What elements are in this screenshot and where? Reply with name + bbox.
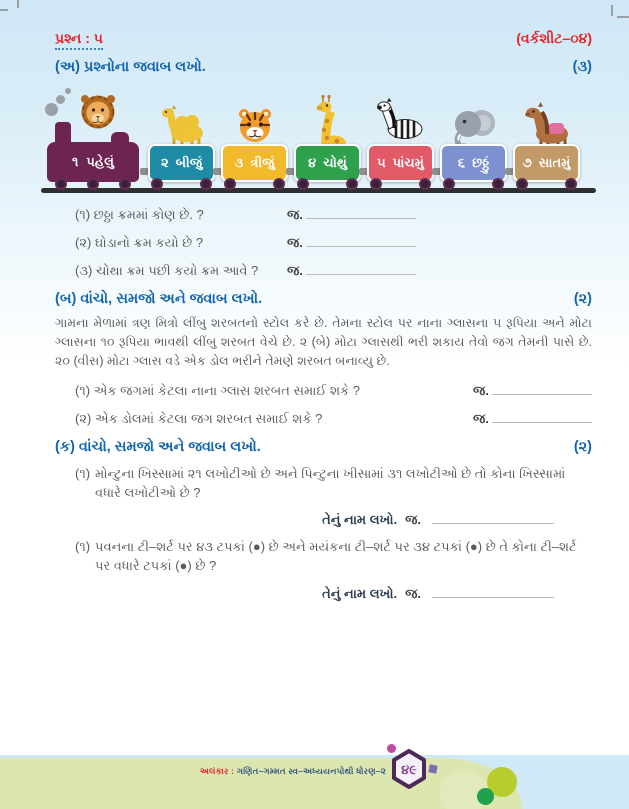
footer-label-main: ગણિત–ગમ્મત સ્વ–અધ્યયનપોથી ધોરણ–૨ <box>236 766 386 776</box>
camel-icon <box>156 100 208 150</box>
answer-label: જ. <box>405 512 421 528</box>
wheel-icon <box>224 178 236 190</box>
wheel-icon <box>273 178 285 190</box>
answer-prefix: તેનું નામ લખો. <box>322 586 398 602</box>
train-car-6 <box>437 90 510 190</box>
car-wheels <box>297 178 358 190</box>
question-a3 <box>55 263 592 279</box>
section-b-marks: (૨) <box>573 291 592 307</box>
answer-label: જ. <box>473 382 489 398</box>
train-car-3 <box>218 90 291 190</box>
smoke-puff-icon <box>56 95 65 104</box>
horse-icon <box>523 100 571 150</box>
car-5-body <box>367 144 434 182</box>
wheel-icon <box>516 178 528 190</box>
answer-prefix: તેનું નામ લખો. <box>322 512 398 528</box>
question-a1-text: છઠ્ઠા ક્રમમાં કોણ છે. ? <box>93 207 204 222</box>
engine-chimney <box>55 122 71 144</box>
car-wheels <box>516 178 577 190</box>
section-a-title: (અ) પ્રશ્નોના જવાબ લખો. <box>55 59 206 75</box>
crop-mark <box>617 16 629 18</box>
question-b2 <box>55 411 592 427</box>
crop-mark <box>611 5 613 16</box>
wheel-icon <box>151 178 163 190</box>
section-b-header <box>55 291 592 307</box>
car-2-number: ૨ <box>160 155 169 170</box>
car-wheels <box>370 178 431 190</box>
wheel-icon <box>419 178 431 190</box>
question-k2-number: (૧) <box>75 539 91 555</box>
engine-body <box>47 142 139 182</box>
car-4-label: ચોથું <box>323 155 347 170</box>
question-a2-text: ઘોડાનો ક્રમ કયો છે ? <box>94 235 204 250</box>
tiger-icon <box>232 102 278 150</box>
answer-line[interactable] <box>306 235 416 247</box>
train-car-2 <box>145 90 218 190</box>
section-k-title: (ક) વાંચો, સમજો અને જવાબ લખો. <box>55 438 261 455</box>
question-k1-number: (૧) <box>75 465 91 481</box>
car-7-label: સાતમું <box>538 155 571 170</box>
question-b2-number: (૨) <box>75 410 92 426</box>
question-a1-number: (૧) <box>75 207 91 222</box>
car-4-number: ૪ <box>308 155 317 170</box>
car-7-number: ૭ <box>522 155 532 170</box>
wheel-icon <box>565 178 577 190</box>
answer-line[interactable] <box>306 263 416 275</box>
train-car-4 <box>291 90 364 190</box>
engine-number: ૧ <box>72 154 79 169</box>
car-wheels <box>443 178 504 190</box>
train-car-5 <box>364 90 437 190</box>
answer-label: જ. <box>287 207 303 222</box>
wheel-icon <box>200 178 212 190</box>
car-wheels <box>224 178 285 190</box>
wheel-icon <box>87 178 99 190</box>
footer-circle-green <box>477 788 494 805</box>
question-k2-text: પવનના ટી–શર્ટ પર ૪૩ ટપકાં (●) છે અને મયંકના ટી–શર્ટ પર ૩૪ ટપકાં (●) છે તે કોના ટી–શર્ટ પર વધારે ટપકાં (●) છે ? <box>95 539 577 574</box>
question-a2-number: (૨) <box>75 235 92 250</box>
question-a1 <box>55 207 592 223</box>
car-wheels <box>151 178 212 190</box>
car-2-body <box>148 144 215 182</box>
answer-line[interactable] <box>432 512 554 524</box>
answer-label: જ. <box>287 263 303 278</box>
question-k1-answer-row <box>55 512 554 528</box>
crop-mark <box>0 9 8 11</box>
wheel-icon <box>297 178 309 190</box>
engine-wheels <box>55 178 131 190</box>
car-3-body <box>221 144 288 182</box>
question-b1-text: એક જગમાં કેટલા નાના ગ્લાસ શરબત સમાઈ શકે ? <box>93 382 361 398</box>
answer-line[interactable] <box>492 411 592 423</box>
answer-label: જ. <box>287 235 303 250</box>
train-illustration <box>55 77 592 195</box>
question-a3-text: ચોથા ક્રમ પછી કયો ક્રમ આવે ? <box>95 263 259 278</box>
zebra-icon <box>374 98 428 150</box>
car-6-body <box>440 144 507 182</box>
answer-line[interactable] <box>432 586 554 598</box>
train-car-7 <box>510 90 583 190</box>
car-3-label: ત્રીજું <box>250 155 275 170</box>
question-number-label: પ્રશ્ન : ૫ <box>55 30 103 50</box>
car-2-label: બીજું <box>175 155 203 170</box>
section-a-marks: (૩) <box>572 59 592 75</box>
car-6-number: ૬ <box>457 155 466 170</box>
section-b-title: (બ) વાંચો, સમજો અને જવાબ લખો. <box>55 291 263 307</box>
wheel-icon <box>443 178 455 190</box>
wheel-icon <box>55 178 67 190</box>
answer-label: જ. <box>405 586 421 602</box>
wheel-icon <box>119 178 131 190</box>
section-k-marks: (૨) <box>573 438 592 455</box>
car-5-label: પાંચમું <box>392 155 424 170</box>
wheel-icon <box>346 178 358 190</box>
footer-label-red: અલંકાર : <box>199 766 235 776</box>
car-7-body <box>513 144 580 182</box>
content-column <box>55 30 592 606</box>
question-b1-number: (૧) <box>75 382 91 398</box>
question-a3-number: (૩) <box>75 263 93 278</box>
answer-label: જ. <box>473 410 489 426</box>
question-k1 <box>55 465 592 503</box>
smoke-puff-icon <box>65 88 71 94</box>
car-5-number: ૫ <box>377 155 386 170</box>
elephant-icon <box>449 102 499 150</box>
wheel-icon <box>370 178 382 190</box>
footer-square-purple <box>428 764 437 773</box>
crop-mark <box>17 0 19 8</box>
question-k2-answer-row <box>55 586 554 602</box>
question-b1 <box>55 383 592 399</box>
car-6-label: છઠ્ઠું <box>472 155 490 170</box>
train <box>47 72 583 190</box>
car-3-number: ૩ <box>234 155 244 170</box>
worksheet-number-label: (વર્કશીટ–૦૪) <box>516 30 592 46</box>
footer-book-title <box>0 766 386 777</box>
engine-label: પહેલું <box>86 154 114 169</box>
question-k1-text: મોન્ટુના ખિસ્સામાં ૨૧ લખોટીઓ છે અને પિન્ટુના ખીસામાં ૩૧ લખોટીઓ છે તો કોના ખિસ્સામાં વધારે લખોટીઓ છે ? <box>95 465 566 500</box>
lion-icon <box>75 88 121 138</box>
section-k-header <box>55 439 592 455</box>
answer-line[interactable] <box>492 383 592 395</box>
question-a2 <box>55 235 592 251</box>
page-header <box>55 30 592 50</box>
answer-line[interactable] <box>306 207 416 219</box>
smoke-puff-icon <box>45 103 58 116</box>
question-b2-text: એક ડોલમાં કેટલા જગ શરબત સમાઈ શકે ? <box>94 410 323 426</box>
section-b-passage: ગામના મેળામાં ત્રણ મિત્રો લીંબુ શરબતનો સ્ટોલ કરે છે. તેમના સ્ટોલ પર નાના ગ્લાસના ૫ રૂપિયા અને મોટા ગ્લાસના ૧૦ રૂપિયા ભાવથી લીંબુ શરબત વેચે છે. ૨ (બે) મોટા ગ્લાસથી ભરી શકાય તેવો જગ તેમની પાસે છે. ૨૦ (વીસ) મોટા ગ્લાસ વડે એક ડોલ ભરીને તેમણે શરબત બનાવ્યુ છે. <box>55 316 592 368</box>
question-k2 <box>55 538 592 576</box>
page-number: ૪૯ <box>401 762 417 777</box>
page-number-badge <box>390 749 428 789</box>
wheel-icon <box>492 178 504 190</box>
train-engine <box>47 72 145 190</box>
car-4-body <box>294 144 361 182</box>
